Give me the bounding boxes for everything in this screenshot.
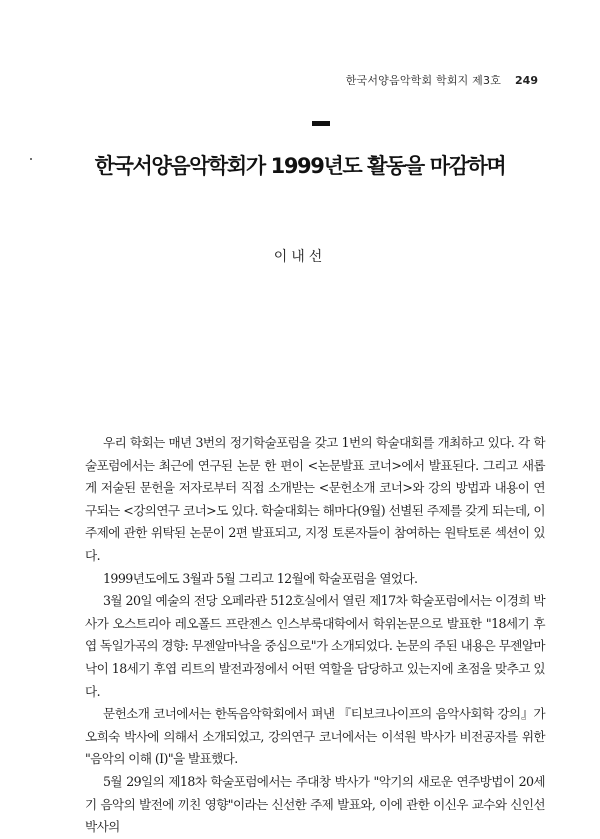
page-number: 249: [515, 74, 538, 87]
body-paragraph: 우리 학회는 매년 3번의 정기학술포럼을 갖고 1번의 학술대회를 개최하고 있다. 각 학술포럼에서는 최근에 연구된 논문 한 편이 <논문발표 코너>에서 발표된다. 그리고 새롭게 저술된 문헌을 저자로부터 직접 소개받는 <문헌소개 코너>와 강의 방법과 내용이 연구되는 <강의연구 코너>도 있다. 학술대회는 해마다(9월) 선별된 주제를 갖게 되는데, 이 주제에 관한 위탁된 논문이 2편 발표되고, 지정 토론자들이 참여하는 원탁토론 섹션이 있다.: [85, 435, 545, 563]
article-title: 한국서양음악학회가 1999년도 활동을 마감하며: [94, 154, 506, 178]
journal-name: 한국서양음악학회 학회지 제3호: [345, 74, 502, 87]
title-rule-mark: [312, 121, 330, 126]
body-paragraph: 1999년도에도 3월과 5월 그리고 12월에 학술포럼을 열었다.: [103, 570, 418, 586]
running-header: [346, 72, 538, 88]
body-paragraph: 5월 29일의 제18차 학술포럼에서는 주대창 박사가 "악기의 새로운 연주방법이 20세기 음악의 발전에 끼친 영향"이라는 신선한 주제 발표와, 이에 관한 이신우 교수와 신인선 박사의: [85, 773, 545, 835]
author-name: 이내선: [273, 249, 327, 265]
article-body: [85, 432, 545, 839]
body-paragraph: 문헌소개 코너에서는 한독음악학회에서 펴낸 『티보크나이프의 음악사회학 강의』가 오희숙 박사에 의해서 소개되었고, 강의연구 코너에서는 이석원 박사가 비전공자를 위한 "음악의 이해 (I)"을 발표했다.: [85, 706, 545, 767]
body-paragraph: 3월 20일 예술의 전당 오페라관 512호실에서 열린 제17차 학술포럼에서는 이경희 박사가 오스트리아 레오폴드 프란젠스 인스부룩대학에서 학위논문으로 발표한 "18세기 후엽 독일가곡의 경향: 무젠알마낙을 중심으로"가 소개되었다. 논문의 주된 내용은 무젠알마낙이 18세기 후엽 리트의 발전과정에서 어떤 역할을 담당하고 있는지에 초점을 맞추고 있다.: [85, 593, 545, 699]
